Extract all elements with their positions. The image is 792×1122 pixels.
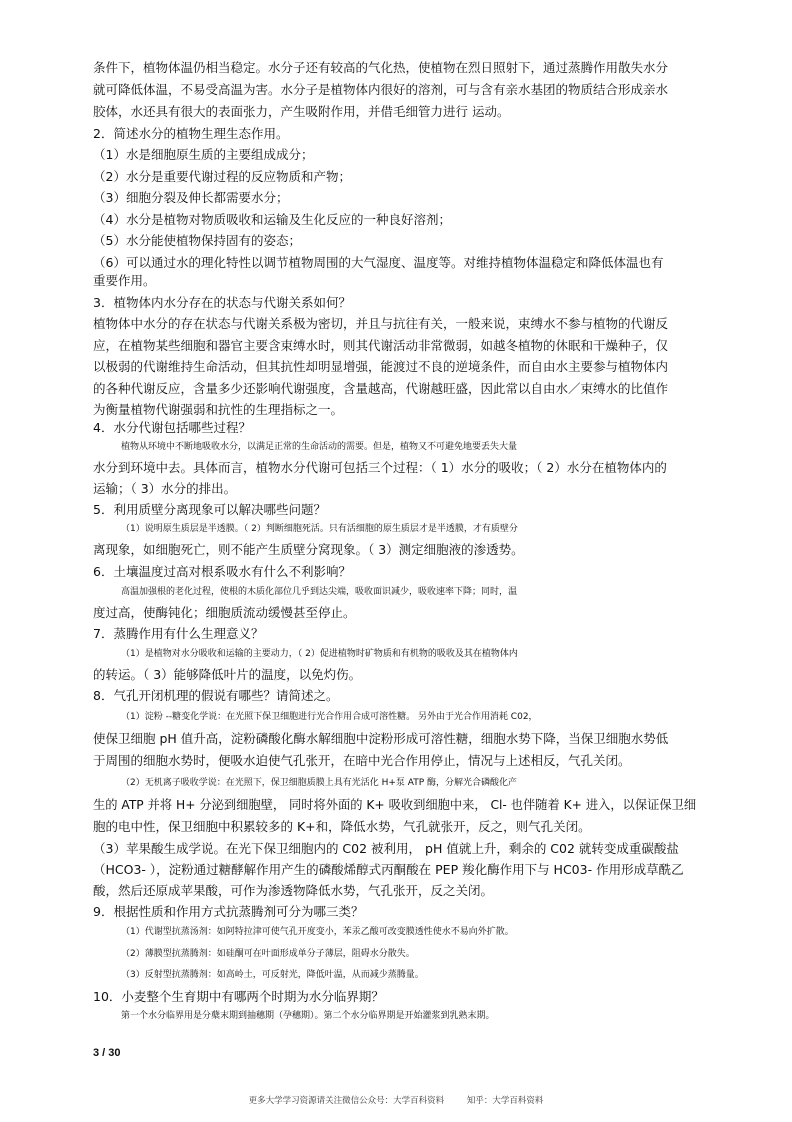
paragraph-line: 就可降低体温，不易受高温为害。水分子是植物体内很好的溶剂，可与含有亲水基团的物质结合形成亲水 [93, 82, 669, 97]
footer-zhihu-note: 知乎：大学百科资料 [466, 1096, 544, 1106]
paragraph-line: 水分到环境中去。具体而言，植物水分代谢可包括三个过程：（ 1）水分的吸收；（ 2）水分在植物体内的 [93, 460, 667, 475]
paragraph-line: （HCO3- ），淀粉通过糖酵解作用产生的磷酸烯醇式丙酮酸在 PEP 羧化酶作用下与 HC03- 作用形成草酰乙 [93, 862, 684, 877]
list-item: （1）水是细胞原生质的主要组成成分； [93, 147, 314, 162]
list-item: （3）细胞分裂及伸长都需要水分； [93, 190, 289, 205]
paragraph-line: （1）淀粉 --糖变化学说：在光照下保卫细胞进行光合作用合成可溶性糖。 另外由于光合作用消耗 C02， [121, 712, 538, 722]
list-item: （3）反射型抗蒸腾剂：如高岭土，可反射光，降低叶温，从而减少蒸腾量。 [121, 970, 424, 980]
list-item: （4）水分是植物对物质吸收和运输及生化反应的一种良好溶剂； [93, 212, 451, 227]
paragraph-line: 胶体，水还具有很大的表面张力，产生吸附作用，并借毛细管力进行 运动。 [93, 104, 510, 119]
list-item: （2）水分是重要代谢过程的反应物质和产物； [93, 169, 351, 184]
paragraph-line: 离现象，如细胞死亡，则不能产生质壁分窝现象。（ 3）测定细胞液的渗透势。 [93, 542, 524, 557]
list-item: （1）代谢型抗蒸汤剂：如阿特拉津可使气孔开度变小，苯汞乙酸可改变膜透性使水不易向外扩散。 [121, 927, 514, 937]
paragraph-line: 应，在植物某些细胞和器官主要含束缚水时，则其代谢活动非常微弱，如越冬植物的休眠和干燥种子，仅 [93, 338, 669, 353]
paragraph-line: 的转运。（ 3）能够降低叶片的温度，以免灼伤。 [93, 667, 362, 682]
footer-wechat-note: 更多大学学习资源请关注微信公众号：大学百科资料 [248, 1096, 445, 1106]
paragraph-line: 的各种代谢反应，含量多少还影响代谢强度，含量越高，代谢越旺盛，因此常以自由水／束缚水的比值作 [93, 381, 669, 396]
question-8-title: 8．气孔开闭机理的假说有哪些？请简述之。 [93, 688, 339, 703]
paragraph-line: 度过高，使酶钝化；细胞质流动缓慢甚至停止。 [93, 605, 356, 620]
paragraph-line: 使保卫细胞 pH 值升高，淀粉磷酸化酶水解细胞中淀粉形成可溶性糖，细胞水势下降，当保卫细胞水势低 [93, 731, 669, 746]
paragraph-line: 植物从环境中不断地吸收水分，以满足正常的生命活动的需要。但是，植物又不可避免地要丢失大量 [121, 442, 518, 452]
question-9-title: 9．根据性质和作用方式抗蒸腾剂可分为哪三类？ [93, 904, 364, 919]
paragraph-line: 高温加强根的老化过程，使根的木质化部位几乎到达尖端，吸收面识减少，吸收速率下降；同时，温 [121, 587, 518, 597]
question-10-title: 10．小麦整个生育期中有哪两个时期为水分临界期？ [93, 989, 384, 1004]
paragraph-line: （3）苹果酸生成学说。在光下保卫细胞内的 C02 被利用， pH 值就上升，剩余的 C02 就转变成重碳酸盐 [93, 841, 679, 856]
question-7-title: 7．蒸腾作用有什么生理意义？ [93, 626, 264, 641]
paragraph-line: 以极弱的代谢维持生命活动，但其抗性却明显增强，能渡过不良的逆境条件，而自由水主要参与植物体内 [93, 359, 669, 374]
paragraph-line: 胞的电中性，保卫细胞中积累较多的 K+和，降低水势，气孔就张开，反之，则气孔关闭。 [93, 819, 591, 834]
footer [0, 1094, 792, 1106]
question-5-title: 5．利用质壁分离现象可以解决哪些问题？ [93, 502, 326, 517]
paragraph-line: 酸，然后还原成苹果酸，可作为渗透物降低水势，气孔张开，反之关闭。 [93, 883, 494, 898]
paragraph-line: （2）无机离子吸收学说：在光照下，保卫细胞质膜上具有光活化 H+泵 ATP 酶，分解光合磷酸化产 [121, 778, 518, 788]
list-item: （6）可以通过水的理化特性以调节植物周围的大气湿度、温度等。对维持植物体温稳定和降低体温也有 [93, 255, 664, 270]
question-3-title: 3．植物体内水分存在的状态与代谢关系如何？ [93, 295, 351, 310]
question-2-title: 2．简述水分的植物生理生态作用。 [93, 126, 289, 141]
paragraph-line: （1）说明原生质层是半透膜。（ 2）判断细胞死活。只有活细胞的原生质层才是半透膜，才有质壁分 [121, 524, 518, 534]
paragraph-line: 植物体中水分的存在状态与代谢关系极为密切，并且与抗往有关，一般来说，束缚水不参与植物的代谢反 [93, 316, 669, 331]
paragraph-line: 生的 ATP 并将 H+ 分泌到细胞壁， 同时将外面的 K+ 吸收到细胞中来， Cl- 也伴随着 K+ 进入，以保证保卫细 [93, 798, 697, 812]
page-number: 3 / 30 [93, 1047, 121, 1059]
paragraph-line: 于周围的细胞水势时，便吸水迫使气孔张开，在暗中光合作用停止，情况与上述相反，气孔关闭。 [93, 753, 631, 768]
paragraph-line: 运输；（ 3）水分的排出。 [93, 481, 237, 496]
question-6-title: 6．土壤温度过高对根系吸水有什么不利影响？ [93, 564, 351, 579]
paragraph-line: 第一个水分临界用是分蘖末期到抽穗期（孕穗期）。第二个水分临界期是开始灌浆到乳熟末期。 [121, 1011, 495, 1021]
paragraph-line: （1）是植物对水分吸收和运输的主要动力，（ 2）促进植物时矿物质和有机物的吸收及其在植物体内 [121, 649, 518, 659]
paragraph-line: 为衡量植物代谢强弱和抗性的生理指标之一。 [93, 402, 344, 417]
list-item: （5）水分能使植物保持固有的姿态； [93, 233, 301, 248]
list-item: 重要作用。 [93, 273, 156, 288]
question-4-title: 4．水分代谢包括哪些过程？ [93, 420, 251, 435]
list-item: （2）薄膜型抗蒸腾剂：如硅酮可在叶面形成单分子薄层，阻碍水分散失。 [121, 949, 415, 959]
paragraph-line: 条件下，植物体温仍相当稳定。水分子还有较高的气化热，使植物在烈日照射下，通过蒸腾作用散失水分 [93, 60, 669, 75]
